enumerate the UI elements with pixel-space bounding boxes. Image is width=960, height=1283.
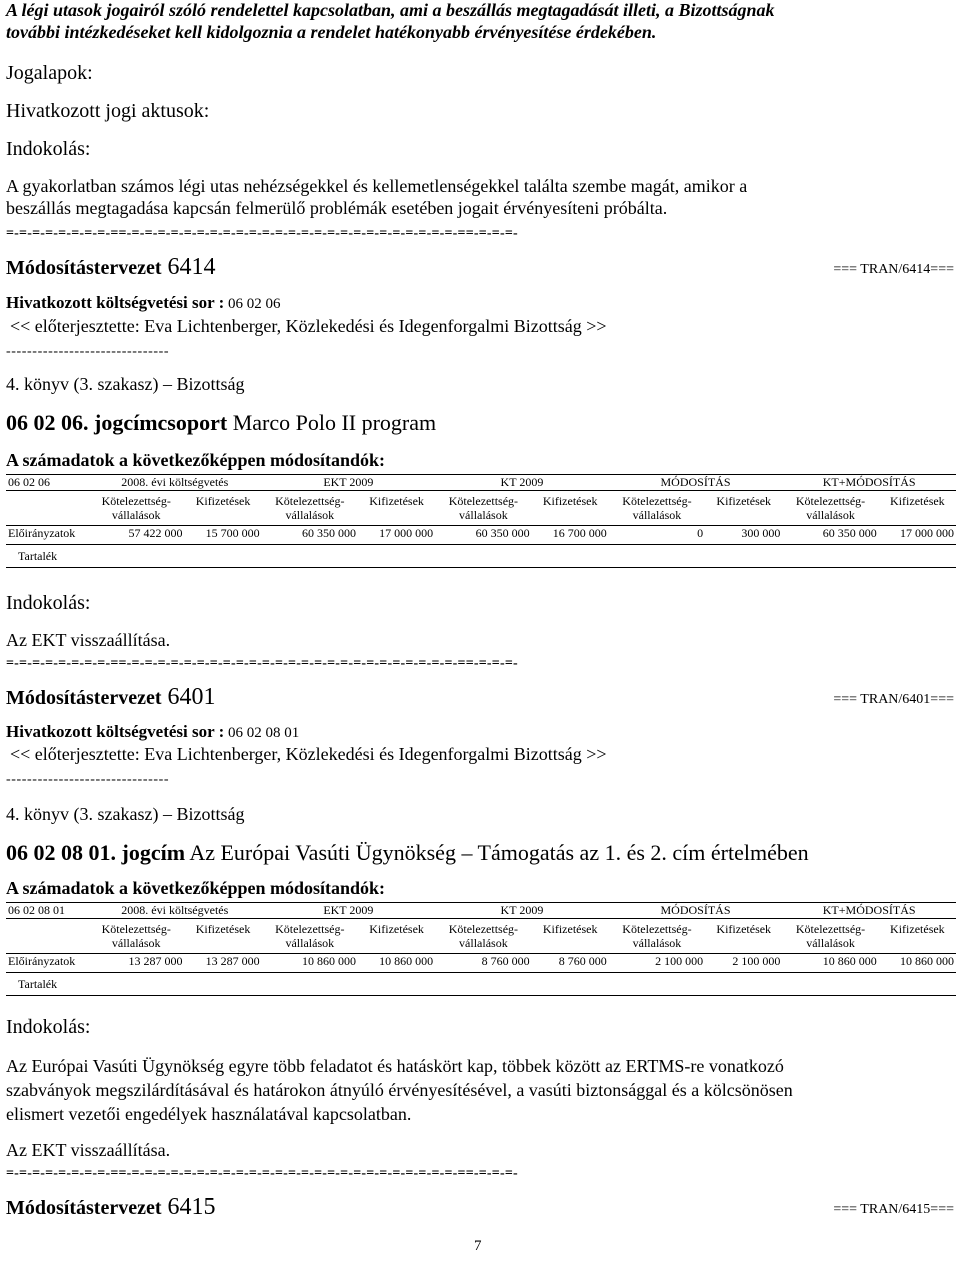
table-code: 06 02 08 01 <box>6 903 88 919</box>
budget-line-value: 06 02 08 01 <box>228 725 300 741</box>
budget-line-label: Hivatkozott költségvetési sor : <box>6 293 225 312</box>
col-header: KT+MÓDOSÍTÁS <box>782 903 956 919</box>
sub-header-payments: Kifizetések <box>369 922 424 936</box>
table-value: 15 700 000 <box>184 526 261 545</box>
table-value: 13 287 000 <box>184 954 261 973</box>
table-value: 57 422 000 <box>88 526 184 545</box>
sub-header-payments: Kifizetések <box>195 494 251 508</box>
table-value: 2 100 000 <box>609 954 705 973</box>
book-section: 4. könyv (3. szakasz) – Bizottság <box>6 374 245 394</box>
separator: =-=-=-=-=-=-=-=-==-=-=-=-=-=-=-=-=-=-=-=-=-=-=-=-=-=-=-=-=-=-=-=-=-=-==-=-=-=- <box>6 656 518 671</box>
amendment-label: Módosítástervezet <box>6 1197 162 1219</box>
amendment-label: Módosítástervezet <box>6 687 162 709</box>
row-label-appropriations: Előirányzatok <box>6 526 88 545</box>
sub-header-commitments: Kötelezettség- vállalások <box>275 494 345 522</box>
table-value: 0 <box>609 526 705 545</box>
heading-indokolas: Indokolás: <box>6 1016 91 1038</box>
heading-indokolas: Indokolás: <box>6 138 91 160</box>
sub-header-payments: Kifizetések <box>890 922 945 936</box>
col-header: 2008. évi költségvetés <box>88 475 262 491</box>
heading-jogalapok: Jogalapok: <box>6 62 93 84</box>
budget-kind: jogcímcsoport <box>94 410 228 435</box>
sub-header-commitments: Kötelezettség- vállalások <box>275 922 345 950</box>
col-header: KT+MÓDOSÍTÁS <box>782 475 956 491</box>
figures-table <box>6 902 956 996</box>
sub-header-payments: Kifizetések <box>716 922 772 936</box>
col-header: EKT 2009 <box>262 903 436 919</box>
amendment-number: 6414 <box>167 254 216 280</box>
table-value: 17 000 000 <box>879 526 956 545</box>
intro-line-1: A légi utasok jogairól szóló rendelettel kapcsolatban, ami a beszállás megtagadását illeti, a Bizottságnak <box>6 0 775 20</box>
sub-header-commitments: Kötelezettség- vállalások <box>622 494 692 522</box>
amendment-label: Módosítástervezet <box>6 257 162 279</box>
tran-reference: === TRAN/6415=== <box>833 1202 954 1217</box>
sub-header-commitments: Kötelezettség- vállalások <box>622 922 692 950</box>
table-value: 2 100 000 <box>705 954 782 973</box>
budget-kind: jogcím <box>121 840 186 865</box>
table-value: 10 860 000 <box>358 954 435 973</box>
table-value: 10 860 000 <box>262 954 358 973</box>
table-value: 10 860 000 <box>782 954 878 973</box>
sub-header-commitments: Kötelezettség- vállalások <box>795 494 866 522</box>
table-value: 60 350 000 <box>782 526 878 545</box>
dash-line: ------------------------------- <box>6 344 170 359</box>
justification-line-2: beszállás megtagadása kapcsán felmerülő problémák esetében jogait érvényesíteni próbálta. <box>6 198 668 218</box>
table-value: 10 860 000 <box>879 954 956 973</box>
row-label-reserve: Tartalék <box>6 973 88 996</box>
row-label-reserve: Tartalék <box>6 545 88 568</box>
table-value: 60 350 000 <box>435 526 531 545</box>
sub-header-payments: Kifizetések <box>542 922 598 936</box>
figures-table <box>6 474 956 568</box>
tran-reference: === TRAN/6401=== <box>833 692 954 707</box>
table-value: 16 700 000 <box>532 526 609 545</box>
justification-line-1: A gyakorlatban számos légi utas nehézségekkel és kellemetlenségekkel találta szembe magát, amikor a <box>6 176 748 196</box>
tran-reference: === TRAN/6414=== <box>833 262 954 277</box>
heading-hivatkozott: Hivatkozott jogi aktusok: <box>6 100 210 122</box>
sub-header-commitments: Kötelezettség- vállalások <box>101 922 171 950</box>
amendment-title <box>6 684 216 711</box>
budget-line-ref <box>6 722 299 742</box>
sub-header-payments: Kifizetések <box>195 922 251 936</box>
amendment-title <box>6 254 216 281</box>
col-header: EKT 2009 <box>262 475 436 491</box>
sub-header-commitments: Kötelezettség- vállalások <box>795 922 866 950</box>
table-value: 300 000 <box>705 526 782 545</box>
justification-line-2: szabványok megszilárdításával és határokon átnyúló érvényesítésével, a vasúti biztonsággal és a kölcsönösen <box>6 1080 793 1100</box>
budget-line-value: 06 02 06 <box>228 296 281 312</box>
amendment-title <box>6 1194 216 1221</box>
dash-line: ------------------------------- <box>6 772 170 787</box>
proposer: << előterjesztette: Eva Lichtenberger, Közlekedési és Idegenforgalmi Bizottság >> <box>10 316 607 336</box>
sub-header-commitments: Kötelezettség- vállalások <box>448 922 519 950</box>
sub-header-payments: Kifizetések <box>542 494 598 508</box>
justification-text: Az EKT visszaállítása. <box>6 630 171 650</box>
table-value: 60 350 000 <box>262 526 358 545</box>
budget-name: Marco Polo II program <box>232 410 437 435</box>
amendment-number: 6401 <box>167 684 216 710</box>
col-header: MÓDOSÍTÁS <box>609 475 783 491</box>
figures-instruction: A számadatok a következőképpen módosítandók: <box>6 450 386 470</box>
justification-line-1: Az Európai Vasúti Ügynökség egyre több feladatot és hatáskört kap, többek között az ERTMS-re vonatkozó <box>6 1056 784 1076</box>
separator: =-=-=-=-=-=-=-=-==-=-=-=-=-=-=-=-=-=-=-=-=-=-=-=-=-=-=-=-=-=-=-=-=-=-==-=-=-=- <box>6 1166 518 1181</box>
separator: =-=-=-=-=-=-=-=-==-=-=-=-=-=-=-=-=-=-=-=-=-=-=-=-=-=-=-=-=-=-=-=-=-=-==-=-=-=- <box>6 226 518 241</box>
table-value: 17 000 000 <box>358 526 435 545</box>
budget-heading <box>6 840 809 866</box>
table-value: 13 287 000 <box>88 954 184 973</box>
budget-heading <box>6 410 436 436</box>
sub-header-commitments: Kötelezettség- vállalások <box>101 494 171 522</box>
budget-code: 06 02 06. <box>6 410 89 435</box>
budget-name: Az Európai Vasúti Ügynökség – Támogatás az 1. és 2. cím értelmében <box>189 840 809 865</box>
table-value: 8 760 000 <box>435 954 531 973</box>
col-header: 2008. évi költségvetés <box>88 903 262 919</box>
book-section: 4. könyv (3. szakasz) – Bizottság <box>6 804 245 824</box>
heading-indokolas: Indokolás: <box>6 592 91 614</box>
col-header: KT 2009 <box>435 475 609 491</box>
intro-line-2: további intézkedéseket kell kidolgoznia a rendelet hatékonyabb érvényesítése érdekében. <box>6 22 657 42</box>
page-number: 7 <box>474 1238 482 1254</box>
col-header: MÓDOSÍTÁS <box>609 903 783 919</box>
budget-code: 06 02 08 01. <box>6 840 116 865</box>
justification-text: Az EKT visszaállítása. <box>6 1140 171 1160</box>
row-label-appropriations: Előirányzatok <box>6 954 88 973</box>
proposer: << előterjesztette: Eva Lichtenberger, Közlekedési és Idegenforgalmi Bizottság >> <box>10 744 607 764</box>
sub-header-commitments: Kötelezettség- vállalások <box>448 494 519 522</box>
budget-line-label: Hivatkozott költségvetési sor : <box>6 722 225 741</box>
budget-line-ref <box>6 293 281 313</box>
sub-header-payments: Kifizetések <box>716 494 772 508</box>
figures-instruction: A számadatok a következőképpen módosítandók: <box>6 878 386 898</box>
justification-line-3: elismert vezetői engedélyek használatával kapcsolatban. <box>6 1104 412 1124</box>
amendment-number: 6415 <box>167 1194 216 1220</box>
sub-header-payments: Kifizetések <box>369 494 424 508</box>
col-header: KT 2009 <box>435 903 609 919</box>
table-value: 8 760 000 <box>532 954 609 973</box>
sub-header-payments: Kifizetések <box>890 494 945 508</box>
table-code: 06 02 06 <box>6 475 88 491</box>
